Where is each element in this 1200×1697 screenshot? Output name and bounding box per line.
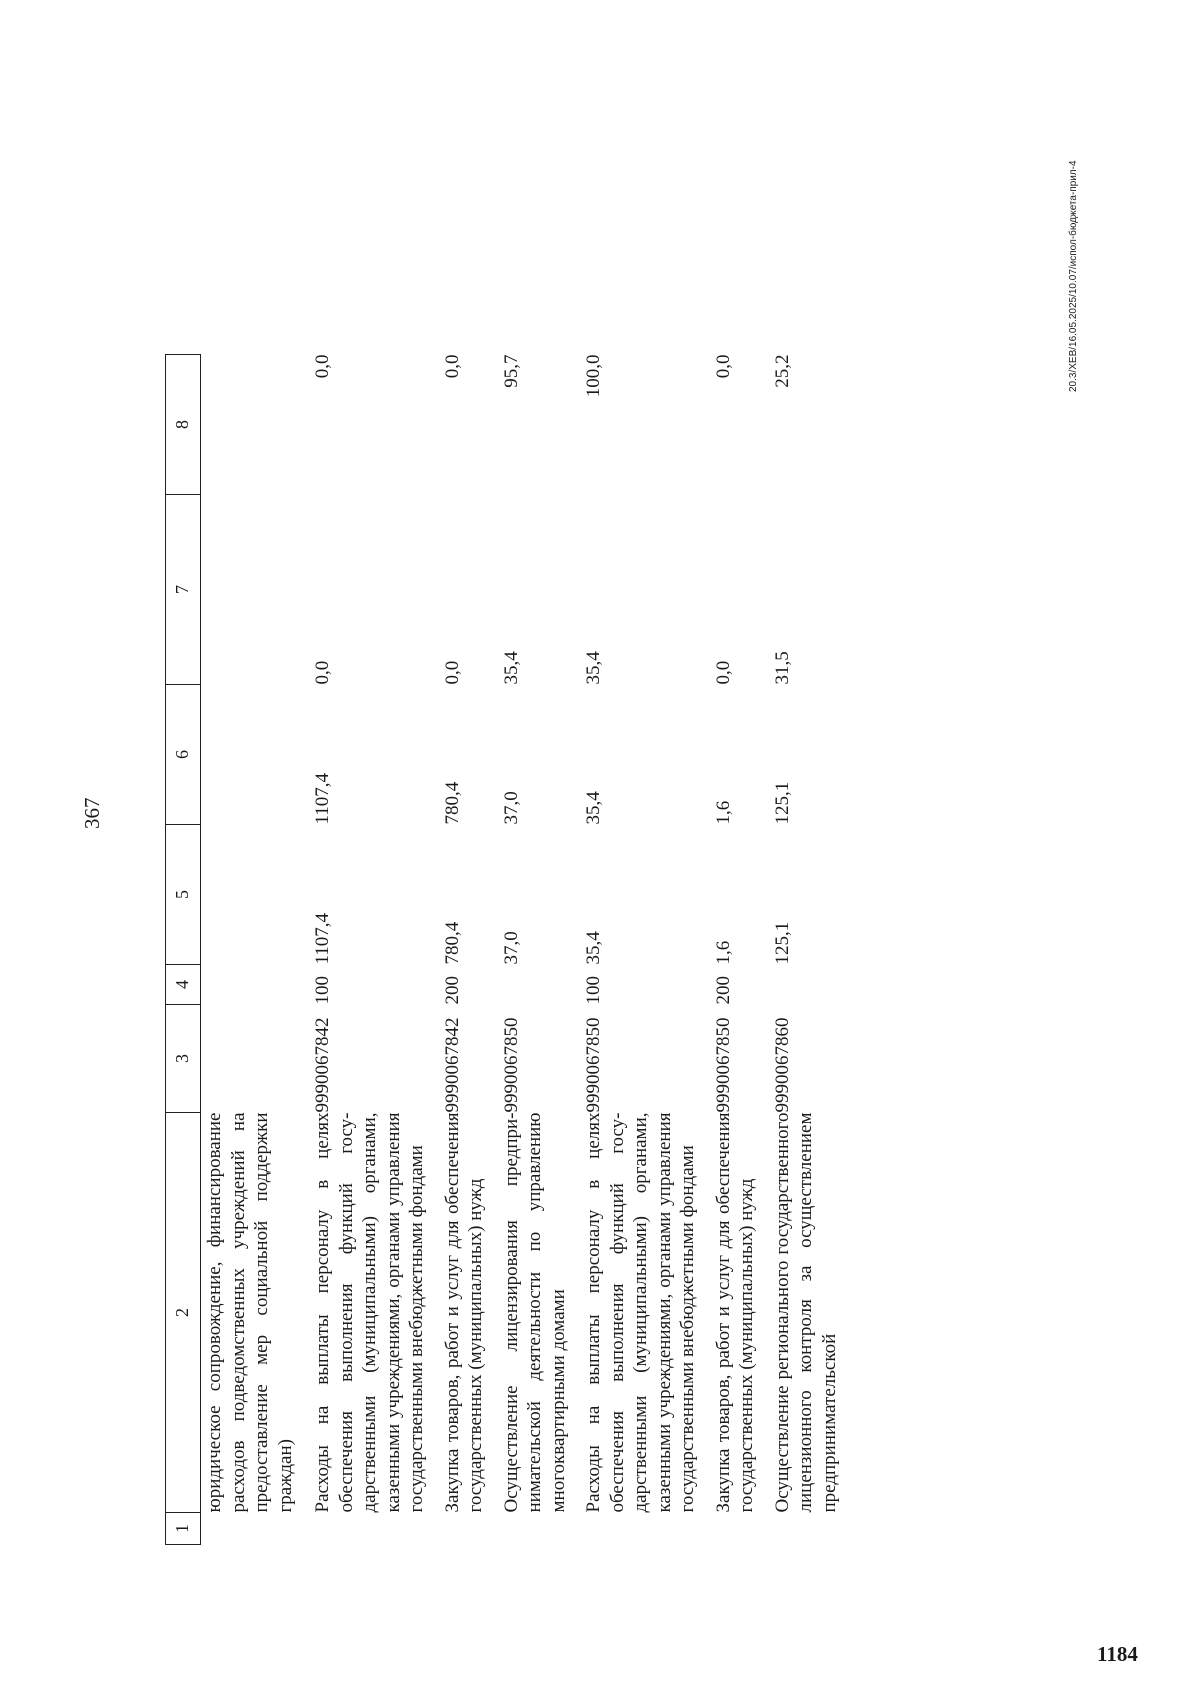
- cell-type: [500, 965, 583, 1005]
- cell-col8: 0,0: [312, 354, 333, 379]
- cell-type: 200: [441, 976, 463, 1005]
- cell-type: 200: [712, 976, 734, 1005]
- cell-col5: 125,1: [771, 921, 793, 965]
- cell-description: Закупка товаров, работ и услуг для обеспечения государственных (муниципальных) нужд: [441, 1112, 486, 1513]
- cell-col8: 0,0: [712, 354, 734, 379]
- cell-description: Осуществление регионального государственного лицензионного контроля за осуществлением предпринимательской: [771, 1112, 840, 1513]
- cell-col8: 95,7: [500, 354, 522, 388]
- page-number: 367: [80, 797, 104, 829]
- table-row: [311, 355, 441, 1545]
- cell-col5: 1,6: [712, 940, 734, 965]
- cell-code: 9990067842: [312, 1017, 333, 1113]
- cell-col5: 37,0: [500, 931, 522, 965]
- document-footer-code: 20.3/ХЕВ/16.05.2025/10.07/испол-бюджета-прил-4: [1068, 160, 1079, 392]
- cell-col8: 25,2: [771, 354, 793, 388]
- cell-description: Расходы на выплаты персоналу в целях обеспечения выполнения функций государственными (муниципальными) органами, казенными учреждениями, органами управления государственными внебюджетными фондами: [312, 1112, 427, 1513]
- sheet-number: 1184: [1097, 1642, 1138, 1666]
- table-row: [441, 355, 500, 1545]
- cell-description: Расходы на выплаты персоналу в целях обеспечения выполнения функций государственными (муниципальными) органами, казенными учреждениями, органами управления государственными внебюджетными фондами: [583, 1112, 698, 1513]
- cell-type: 100: [583, 976, 604, 1005]
- cell-col5: [201, 825, 312, 965]
- cell-code: 9990067850: [712, 1017, 734, 1113]
- cell-col7: 35,4: [583, 651, 604, 685]
- cell-col7: 0,0: [312, 660, 333, 685]
- cell-code: 9990067842: [441, 1017, 463, 1113]
- cell-col6: 35,4: [583, 791, 604, 825]
- col-header-5: 5: [166, 825, 201, 965]
- cell-col5: 35,4: [583, 931, 604, 965]
- cell-description: юридическое сопровождение, финансирование расходов подведомственных учреждений на предоставление мер социальной поддержки граждан): [204, 1112, 296, 1513]
- cell-col6: 125,1: [771, 781, 793, 825]
- cell-col5: 780,4: [441, 921, 463, 965]
- table-row: [771, 355, 854, 1545]
- col-header-2: 2: [166, 1113, 201, 1513]
- table-row: [712, 355, 771, 1545]
- cell-col7: 31,5: [771, 651, 793, 685]
- cell-col5: 1107,4: [312, 912, 333, 965]
- cell-index: [441, 1513, 500, 1545]
- col-header-7: 7: [166, 495, 201, 685]
- cell-col7: 0,0: [441, 660, 463, 685]
- cell-index: [712, 1513, 771, 1545]
- col-header-3: 3: [166, 1005, 201, 1113]
- cell-code: [201, 1005, 312, 1113]
- col-header-1: 1: [166, 1513, 201, 1545]
- cell-col7: [201, 495, 312, 685]
- budget-table: [165, 354, 853, 1545]
- col-header-6: 6: [166, 685, 201, 825]
- cell-code: 9990067850: [500, 1017, 522, 1113]
- table-row: [582, 355, 712, 1545]
- cell-col7: 0,0: [712, 660, 734, 685]
- col-header-4: 4: [166, 965, 201, 1005]
- cell-type: 100: [312, 976, 333, 1005]
- cell-index: [500, 1513, 583, 1545]
- cell-description: Осуществление лицензирования предпринимательской деятельности по управлению многоквартирными домами: [500, 1112, 569, 1513]
- cell-index: [771, 1513, 854, 1545]
- cell-type: [201, 965, 312, 1005]
- col-header-8: 8: [166, 355, 201, 495]
- cell-col8: 100,0: [583, 354, 604, 398]
- cell-col6: 1107,4: [312, 772, 333, 825]
- cell-code: 9990067850: [583, 1017, 604, 1113]
- cell-col8: 0,0: [441, 354, 463, 379]
- cell-col6: [201, 685, 312, 825]
- cell-col7: 35,4: [500, 651, 522, 685]
- cell-index: [201, 1513, 312, 1545]
- header-row: [166, 355, 201, 1545]
- cell-code: 9990067860: [771, 1017, 793, 1113]
- cell-col6: 780,4: [441, 781, 463, 825]
- cell-col6: 37,0: [500, 791, 522, 825]
- cell-index: [311, 1513, 441, 1545]
- table-row: [500, 355, 583, 1545]
- cell-type: [771, 965, 854, 1005]
- cell-col8: [201, 355, 312, 495]
- table-row: [201, 355, 312, 1545]
- cell-description: Закупка товаров, работ и услуг для обеспечения государственных (муниципальных) нужд: [712, 1112, 757, 1513]
- cell-col6: 1,6: [712, 800, 734, 825]
- cell-index: [582, 1513, 712, 1545]
